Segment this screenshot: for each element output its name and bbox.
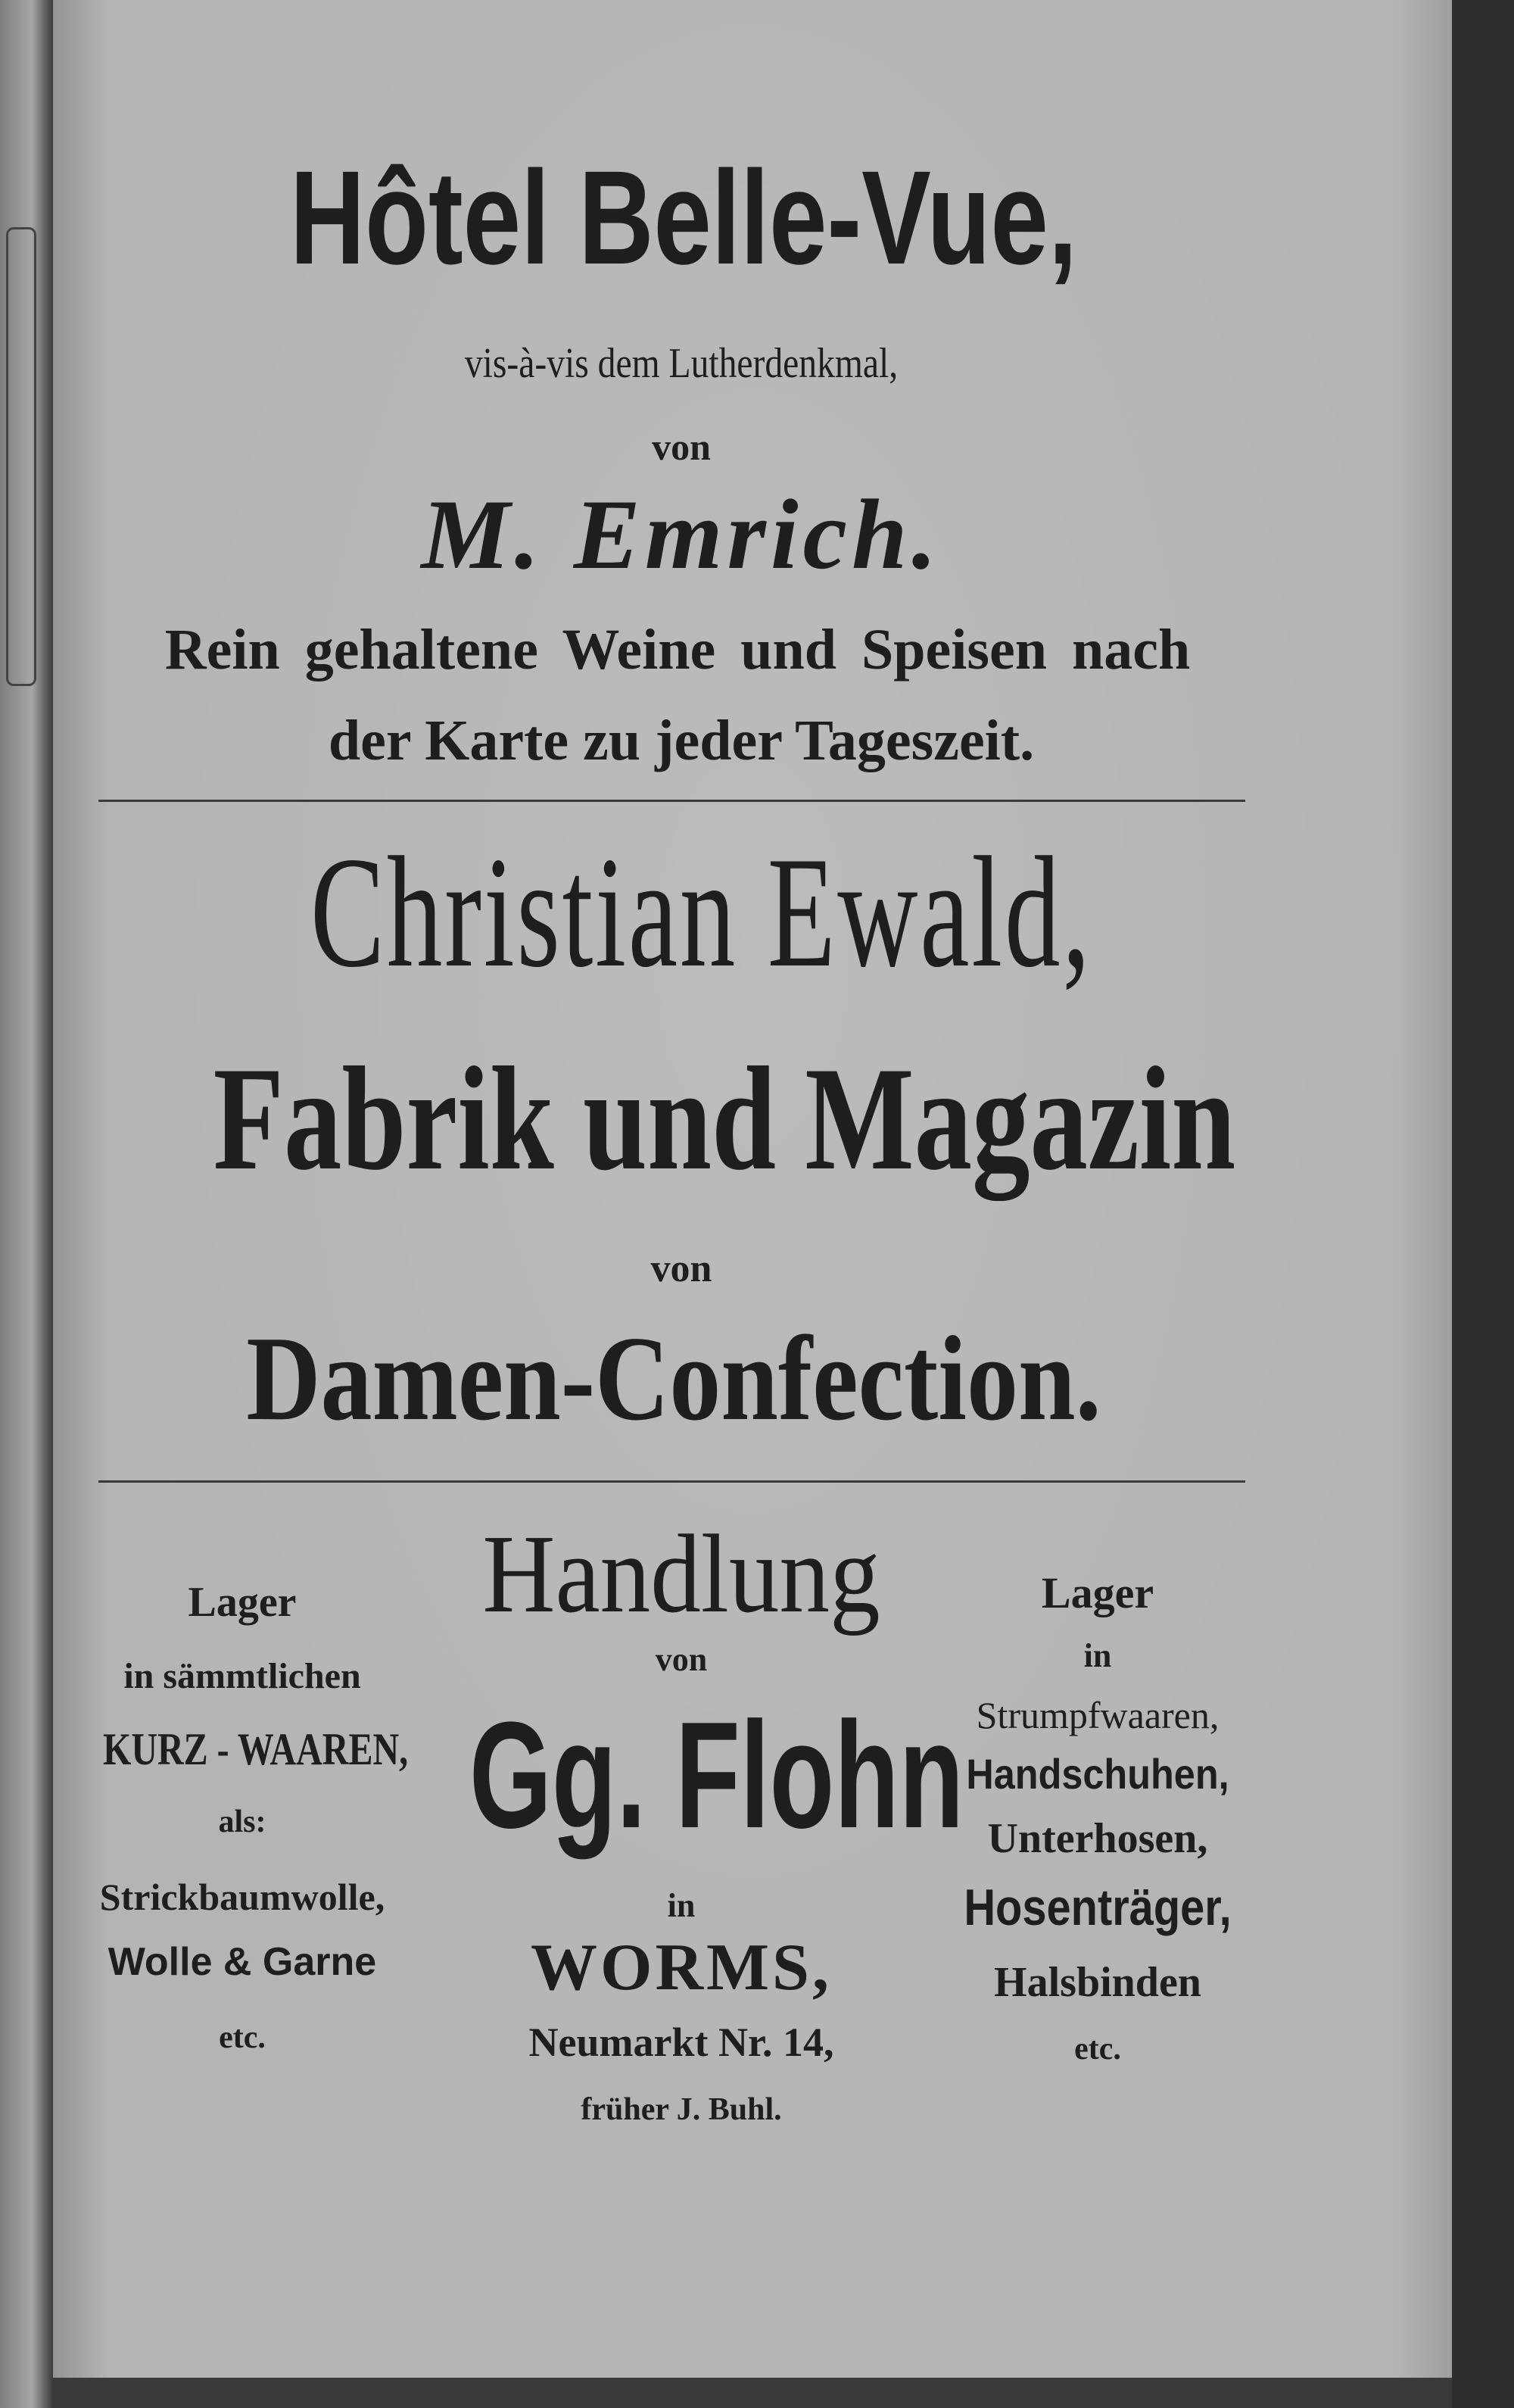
scan-border-bottom bbox=[53, 2378, 1452, 2408]
book-spine-edge bbox=[0, 0, 53, 2408]
flohn-in: in bbox=[667, 1887, 696, 1924]
right-lager: Lager bbox=[1041, 1568, 1154, 1617]
ewald-von: von bbox=[650, 1247, 712, 1290]
hotel-location: vis-à-vis dem Lutherdenkmal, bbox=[464, 340, 899, 387]
right-etc: etc. bbox=[1074, 2032, 1121, 2066]
hotel-line-2: der Karte zu jeder Tageszeit. bbox=[328, 709, 1035, 772]
left-sub: in sämmtlichen bbox=[123, 1656, 361, 1696]
hotel-title: Hôtel Belle-Vue, bbox=[290, 144, 1077, 292]
right-item-3: Unterhosen, bbox=[987, 1815, 1208, 1862]
scan-border-right bbox=[1452, 0, 1514, 2408]
divider-rule-2 bbox=[98, 1480, 1245, 1483]
left-als: als: bbox=[218, 1804, 266, 1839]
ornament-border bbox=[6, 227, 36, 686]
flohn-name: Gg. Flohn bbox=[469, 1691, 964, 1860]
ewald-heading: Fabrik und Magazin bbox=[213, 1037, 1236, 1201]
hotel-line-1: Rein gehaltene Weine und Speisen nach bbox=[164, 618, 1191, 682]
right-item-5: Halsbinden bbox=[994, 1959, 1201, 2006]
flohn-former: früher J. Buhl. bbox=[581, 2092, 782, 2127]
flohn-city: WORMS, bbox=[531, 1931, 832, 2004]
left-item-1: Strickbaumwolle, bbox=[99, 1876, 385, 1918]
left-lager: Lager bbox=[188, 1579, 297, 1626]
divider-rule-1 bbox=[98, 800, 1245, 802]
left-etc: etc. bbox=[219, 2020, 266, 2055]
flohn-von: von bbox=[655, 1641, 708, 1678]
hotel-von: von bbox=[652, 426, 711, 468]
ewald-product: Damen-Confection. bbox=[246, 1311, 1101, 1446]
left-item-2: Wolle & Garne bbox=[107, 1940, 377, 1984]
ewald-name: Christian Ewald, bbox=[310, 825, 1092, 1000]
right-item-1: Strumpfwaaren, bbox=[976, 1694, 1220, 1736]
flohn-address: Neumarkt Nr. 14, bbox=[528, 2020, 834, 2065]
hotel-owner: M. Emrich. bbox=[421, 479, 942, 590]
right-item-4: Hosenträger, bbox=[964, 1879, 1232, 1936]
right-in: in bbox=[1083, 1637, 1112, 1674]
left-goods: KURZ - WAAREN, bbox=[103, 1724, 409, 1774]
flohn-heading: Handlung bbox=[482, 1512, 880, 1636]
right-item-2: Handschuhen, bbox=[966, 1750, 1229, 1798]
